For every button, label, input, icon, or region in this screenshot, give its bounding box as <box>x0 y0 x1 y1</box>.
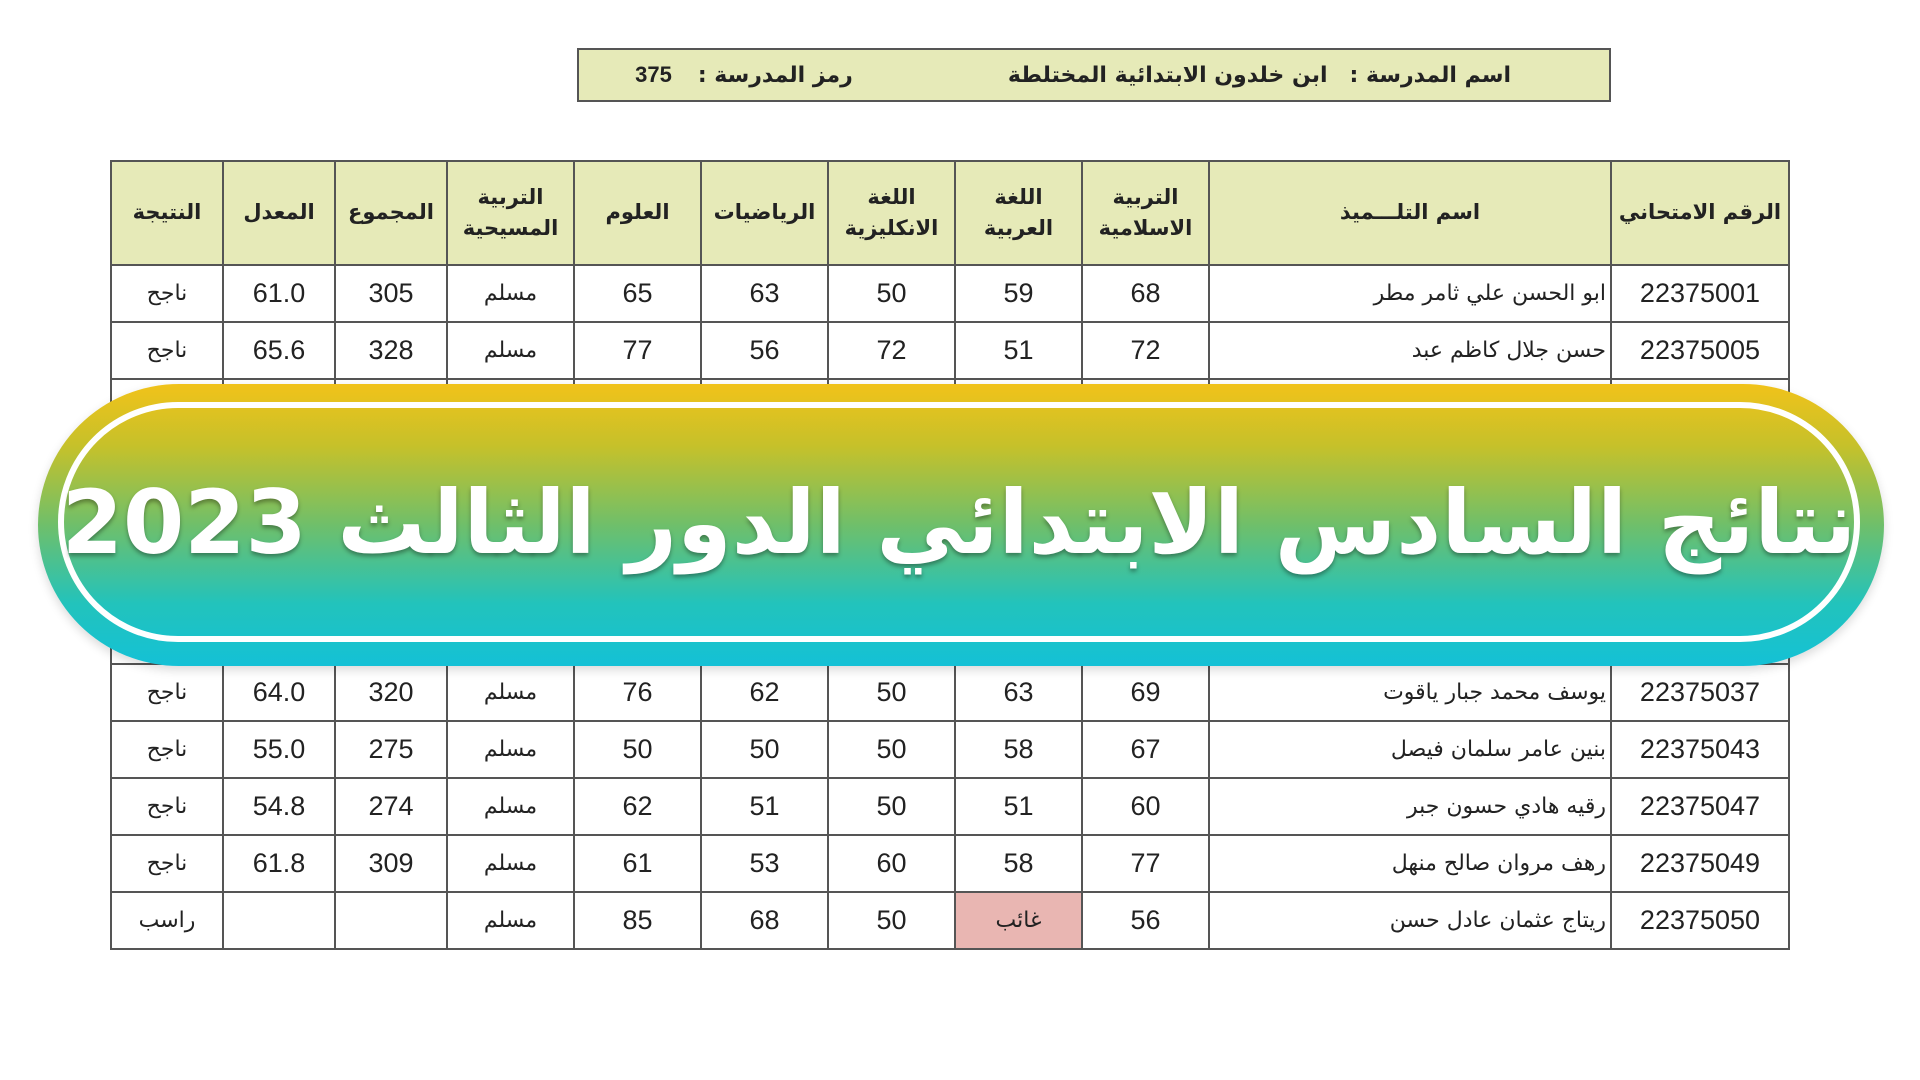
cell-arabic: 63 <box>955 664 1082 721</box>
table-row <box>111 322 1789 379</box>
col-islamic: التربية الاسلامية <box>1082 161 1209 265</box>
cell-christian: مسلم <box>447 778 574 835</box>
cell-islamic: 69 <box>1082 664 1209 721</box>
table-row <box>111 721 1789 778</box>
cell-exam-no: 22375037 <box>1611 664 1789 721</box>
cell-islamic: 77 <box>1082 835 1209 892</box>
cell-result: ناجح <box>111 265 223 322</box>
cell-total: 320 <box>335 664 447 721</box>
cell-total <box>335 892 447 949</box>
cell-islamic: 60 <box>1082 778 1209 835</box>
cell-total: 305 <box>335 265 447 322</box>
cell-exam-no: 22375047 <box>1611 778 1789 835</box>
cell-christian: مسلم <box>447 322 574 379</box>
cell-math: 56 <box>701 322 828 379</box>
school-code-value: 375 <box>635 62 672 87</box>
cell-science: 50 <box>574 721 701 778</box>
table-row <box>111 265 1789 322</box>
col-result: النتيجة <box>111 161 223 265</box>
cell-math: 62 <box>701 664 828 721</box>
cell-total: 275 <box>335 721 447 778</box>
cell-math: 50 <box>701 721 828 778</box>
banner-title: نتائج السادس الابتدائي الدور الثالث 2023 <box>61 470 1857 574</box>
table-row <box>111 892 1789 949</box>
cell-exam-no: 22375050 <box>1611 892 1789 949</box>
cell-average: 64.0 <box>223 664 335 721</box>
cell-average: 55.0 <box>223 721 335 778</box>
cell-english: 50 <box>828 892 955 949</box>
cell-student-name: رهف مروان صالح منهل <box>1209 835 1611 892</box>
cell-average: 65.6 <box>223 322 335 379</box>
school-code-label: رمز المدرسة : <box>697 62 853 88</box>
cell-science: 77 <box>574 322 701 379</box>
cell-average: 54.8 <box>223 778 335 835</box>
cell-result: ناجح <box>111 778 223 835</box>
cell-math: 53 <box>701 835 828 892</box>
col-arabic: اللغة العربية <box>955 161 1082 265</box>
col-math: الرياضيات <box>701 161 828 265</box>
table-header-row <box>111 161 1789 265</box>
cell-result: ناجح <box>111 721 223 778</box>
cell-math: 63 <box>701 265 828 322</box>
cell-student-name: حسن جلال كاظم عبد <box>1209 322 1611 379</box>
cell-student-name: يوسف محمد جبار ياقوت <box>1209 664 1611 721</box>
cell-english: 50 <box>828 265 955 322</box>
cell-exam-no: 22375005 <box>1611 322 1789 379</box>
cell-science: 85 <box>574 892 701 949</box>
cell-arabic: 59 <box>955 265 1082 322</box>
cell-english: 50 <box>828 721 955 778</box>
cell-exam-no: 22375001 <box>1611 265 1789 322</box>
col-christian: التربية المسيحية <box>447 161 574 265</box>
cell-student-name: رقيه هادي حسون جبر <box>1209 778 1611 835</box>
cell-arabic: غائب <box>955 892 1082 949</box>
col-average: المعدل <box>223 161 335 265</box>
cell-total: 309 <box>335 835 447 892</box>
cell-result: ناجح <box>111 835 223 892</box>
cell-science: 65 <box>574 265 701 322</box>
cell-student-name: ريتاج عثمان عادل حسن <box>1209 892 1611 949</box>
cell-student-name: ابو الحسن علي ثامر مطر <box>1209 265 1611 322</box>
cell-english: 72 <box>828 322 955 379</box>
cell-christian: مسلم <box>447 664 574 721</box>
col-total: المجموع <box>335 161 447 265</box>
school-name-label: اسم المدرسة : <box>1349 62 1511 88</box>
cell-arabic: 58 <box>955 835 1082 892</box>
cell-arabic: 51 <box>955 778 1082 835</box>
cell-christian: مسلم <box>447 265 574 322</box>
cell-arabic: 51 <box>955 322 1082 379</box>
cell-total: 274 <box>335 778 447 835</box>
cell-average <box>223 892 335 949</box>
col-exam-no: الرقم الامتحاني <box>1611 161 1789 265</box>
cell-christian: مسلم <box>447 892 574 949</box>
col-english: اللغة الانكليزية <box>828 161 955 265</box>
school-name-value: ابن خلدون الابتدائية المختلطة <box>1007 62 1328 88</box>
table-row <box>111 835 1789 892</box>
col-student-name: اسم التلـــميذ <box>1209 161 1611 265</box>
cell-result: ناجح <box>111 322 223 379</box>
cell-english: 50 <box>828 664 955 721</box>
cell-science: 61 <box>574 835 701 892</box>
cell-average: 61.0 <box>223 265 335 322</box>
cell-result: راسب <box>111 892 223 949</box>
cell-science: 76 <box>574 664 701 721</box>
cell-christian: مسلم <box>447 721 574 778</box>
cell-average: 61.8 <box>223 835 335 892</box>
cell-student-name: بنين عامر سلمان فيصل <box>1209 721 1611 778</box>
cell-christian: مسلم <box>447 835 574 892</box>
cell-english: 50 <box>828 778 955 835</box>
cell-science: 62 <box>574 778 701 835</box>
cell-islamic: 67 <box>1082 721 1209 778</box>
cell-islamic: 72 <box>1082 322 1209 379</box>
cell-total: 328 <box>335 322 447 379</box>
col-science: العلوم <box>574 161 701 265</box>
table-row <box>111 664 1789 721</box>
school-info-box <box>577 48 1611 102</box>
cell-exam-no: 22375043 <box>1611 721 1789 778</box>
cell-math: 51 <box>701 778 828 835</box>
cell-english: 60 <box>828 835 955 892</box>
cell-math: 68 <box>701 892 828 949</box>
cell-islamic: 68 <box>1082 265 1209 322</box>
table-row <box>111 778 1789 835</box>
cell-arabic: 58 <box>955 721 1082 778</box>
cell-result: ناجح <box>111 664 223 721</box>
cell-exam-no: 22375049 <box>1611 835 1789 892</box>
cell-islamic: 56 <box>1082 892 1209 949</box>
